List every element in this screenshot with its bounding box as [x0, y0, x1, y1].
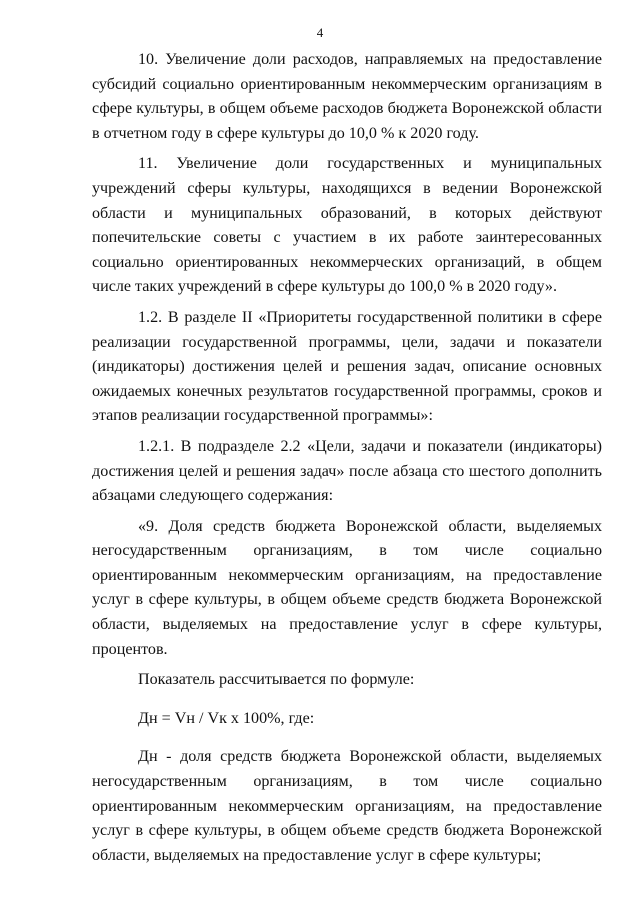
page-number: 4 — [316, 25, 324, 40]
paragraph-item-11: 11. Увеличение доли государственных и муниципальных учреждений сферы культуры, находящихся в ведении Воронежской области и муниципальных образований, в которых действуют попечительские советы с участием в их работе заинтересованных социально ориентированных некоммерческих организаций, в общем числе таких учреждений в сфере культуры до 100,0 % в 2020 году». — [92, 155, 602, 296]
paragraph-section-1-2: 1.2. В разделе II «Приоритеты государственной политики в сфере реализации государственной программы, цели, задачи и показатели (индикаторы) достижения целей и решения задач, описание основных ожидаемых конечных результатов государственной программы, сроков и этапов реализации государственной программы»: — [92, 308, 602, 425]
paragraph-indicator-9: «9. Доля средств бюджета Воронежской области, выделяемых негосударственным организациям, в том числе социально ориентированным некоммерческим организациям, на предоставление услуг в сфере культуры, в общем объеме средств бюджета Воронежской области, выделяемых на предоставление услуг в сфере культуры, процентов. — [92, 517, 602, 658]
paragraph-formula-intro: Показатель рассчитывается по формуле: — [138, 671, 415, 689]
paragraph-formula-definition: Дн - доля средств бюджета Воронежской области, выделяемых негосударственным организациям, в том числе социально ориентированным некоммерческим организациям, на предоставление услуг в сфере культуры, в общем объеме средств бюджета Воронежской области, выделяемых на предоставление услуг в сфере культуры; — [92, 748, 602, 864]
document-body — [92, 48, 602, 874]
paragraph-subsection-1-2-1: 1.2.1. В подразделе 2.2 «Цели, задачи и показатели (индикаторы) достижения целей и решения задач» после абзаца сто шестого дополнить абзацами следующего содержания: — [92, 437, 602, 505]
paragraph-formula: Дн = Vн / Vк х 100%, где: — [138, 709, 315, 727]
paragraph-item-10: 10. Увеличение доли расходов, направляемых на предоставление субсидий социально ориентированным некоммерческим организациям в сфере культуры, в общем объеме расходов бюджета Воронежской области в отчетном году в сфере культуры до 10,0 % к 2020 году. — [92, 51, 602, 142]
